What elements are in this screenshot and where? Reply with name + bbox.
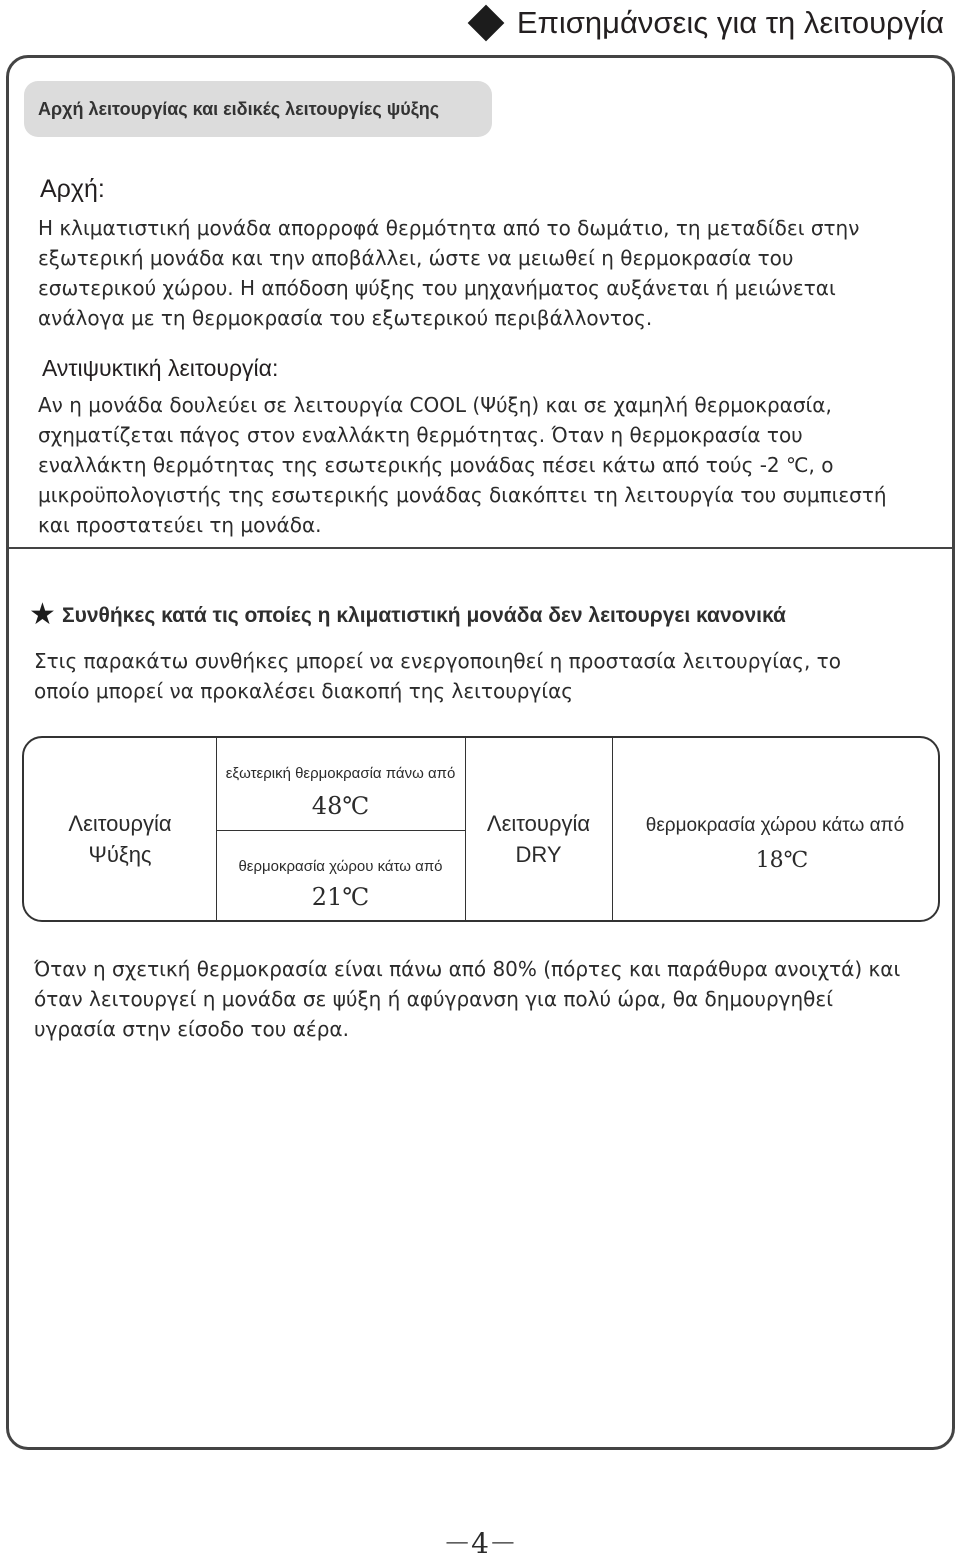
section-pill: Αρχή λειτουργίας και ειδικές λειτουργίες ψύξης: [24, 81, 492, 137]
page-title: Επισημάνσεις για τη λειτουργία: [516, 5, 944, 40]
cool-room-label: θερμοκρασία χώρου κάτω από: [238, 858, 443, 875]
text-line: εναλλάκτη θερμότητας της εσωτερικής μονάδας πέσει κάτω από τούς -2 ℃, ο: [38, 453, 834, 477]
text-line: σχηματίζεται πάγος στον εναλλάκτη θερμότητας. Όταν η θερμοκρασία του: [38, 423, 803, 447]
cool-mode-label: [24, 808, 216, 870]
text-line: Αν η μονάδα δουλεύει σε λειτουργία COOL (Ψύξη) και σε χαμηλή θερμοκρασία,: [38, 393, 832, 417]
text-line: ανάλογα με τη θερμοκρασία του εξωτερικού περιβάλλοντος.: [38, 306, 653, 330]
text-line: μικροϋπολογιστής της εσωτερικής μονάδας διακόπτει τη λειτουργία του συμπιεστή: [38, 483, 887, 507]
diamond-icon: [467, 5, 504, 42]
text-line: Στις παρακάτω συνθήκες μπορεί να ενεργοποιηθεί η προστασία λειτουργίας, το: [34, 649, 841, 673]
text-line: και προστατεύει τη μονάδα.: [38, 513, 322, 537]
text-line: εσωτερικού χώρου. Η απόδοση ψύξης του μηχανήματος αυξάνεται ή μειώνεται: [38, 276, 836, 300]
star-icon: ★: [29, 597, 56, 632]
section-divider: [6, 547, 955, 549]
principle-text: [38, 213, 859, 333]
cool-mode-line: Ψύξης: [88, 842, 152, 867]
antifreeze-text: [38, 390, 887, 540]
page-header: [473, 0, 944, 46]
humidity-note: [34, 954, 900, 1044]
text-line: Όταν η σχετική θερμοκρασία είναι πάνω από 80% (πόρτες και παράθυρα ανοιχτά) και: [34, 957, 901, 981]
conditions-intro: [34, 646, 841, 706]
antifreeze-heading: Αντιψυκτική λειτουργία:: [42, 355, 279, 381]
dry-mode-label: [465, 808, 612, 870]
page-number: －4－: [443, 1527, 517, 1560]
cool-outdoor-label: εξωτερική θερμοκρασία πάνω από: [225, 765, 456, 782]
text-line: Η κλιματιστική μονάδα απορροφά θερμότητα από το δωμάτιο, τη μεταδίδει στην: [38, 216, 860, 240]
dry-mode-line: Λειτουργία: [486, 811, 591, 836]
text-line: υγρασία στην είσοδο του αέρα.: [34, 1017, 349, 1041]
dry-room-label: θερμοκρασία χώρου κάτω από: [645, 815, 905, 836]
cool-outdoor-value: 48℃: [311, 792, 370, 820]
text-line: οποίο μπορεί να προκαλέσει διακοπή της λειτουργίας: [34, 679, 574, 703]
text-line: όταν λειτουργεί η μονάδα σε ψύξη ή αφύγρανση για πολύ ώρα, θα δημουργηθεί: [34, 987, 833, 1011]
text-line: εξωτερική μονάδα και την αποβάλλει, ώστε να μειωθεί η θερμοκρασία του: [38, 246, 794, 270]
principle-heading: Αρχή:: [40, 175, 105, 203]
conditions-heading: Συνθήκες κατά τις οποίες η κλιματιστική μονάδα δεν λειτουργει κανονικά: [62, 604, 786, 627]
table-divider: [216, 830, 465, 831]
cool-room-value: 21℃: [311, 883, 370, 911]
dry-mode-line: DRY: [515, 842, 562, 867]
dry-room-value: 18℃: [755, 848, 809, 873]
cool-mode-line: Λειτουργία: [68, 811, 172, 836]
